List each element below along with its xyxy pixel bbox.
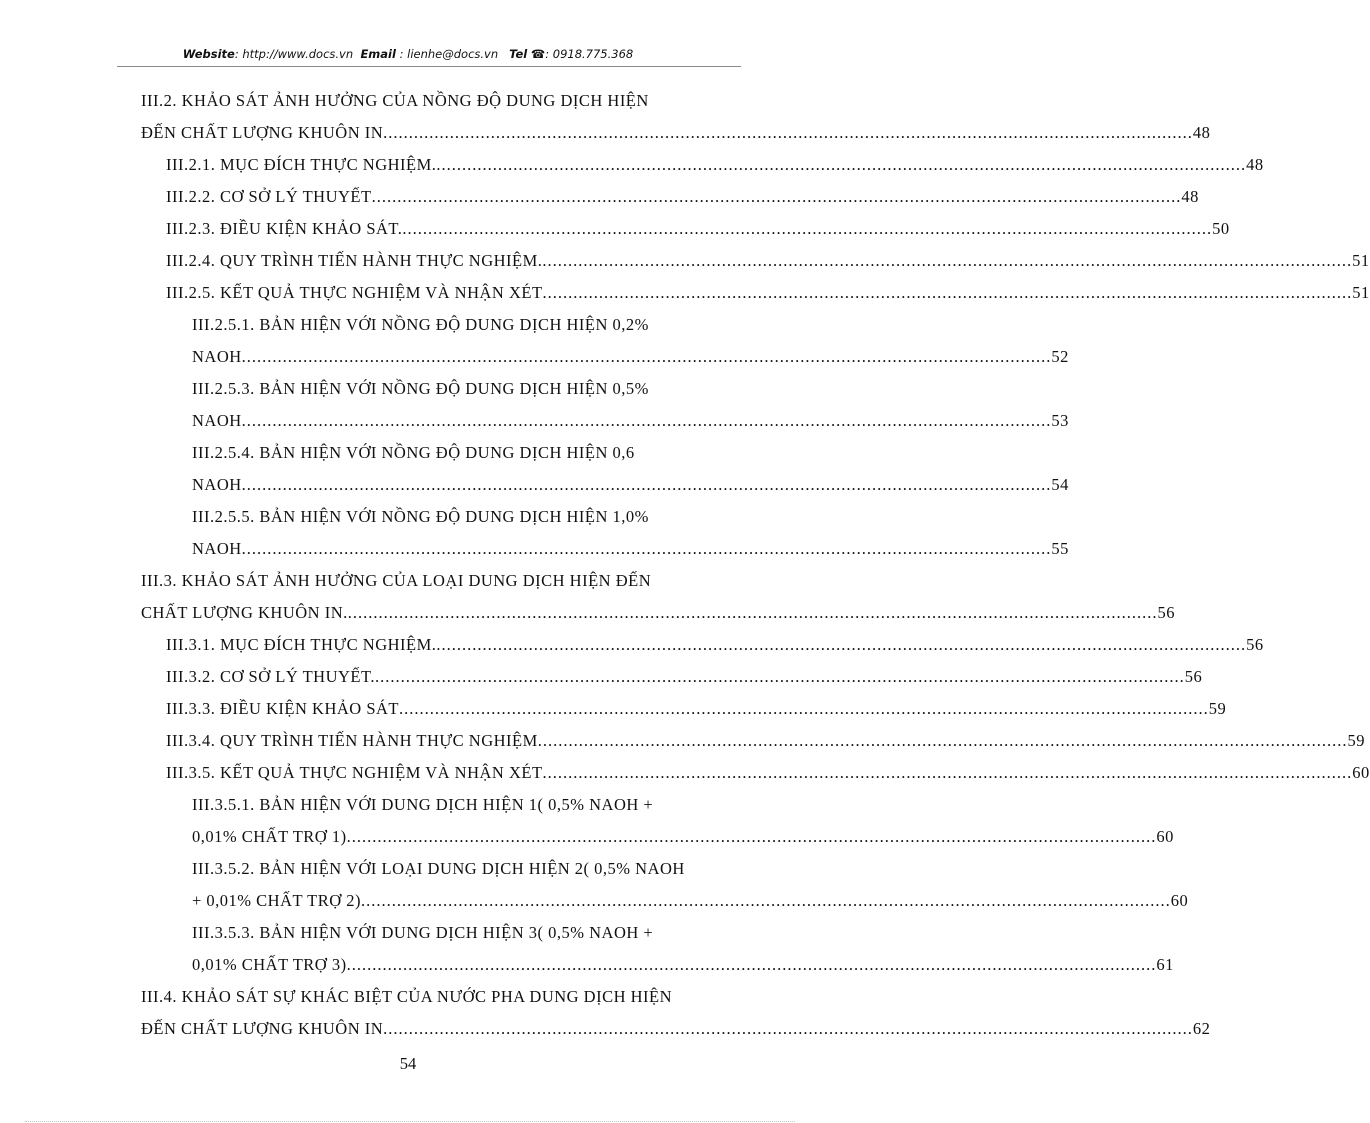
toc-entry-title: III.3.4. QUY TRÌNH TIẾN HÀNH THỰC NGHIỆM — [166, 731, 538, 750]
toc-entry — [166, 629, 1264, 661]
dot-leader: .............................................................................................................................................................. — [402, 219, 1213, 238]
toc-entry-title: III.2.3. ĐIỀU KIỆN KHẢO SÁT. — [166, 219, 403, 238]
dot-leader: .............................................................................................................................................................. — [399, 699, 1209, 718]
toc-entry — [166, 693, 1227, 725]
dot-leader: .............................................................................................................................................................. — [361, 891, 1171, 910]
email-value: : lienhe@docs.vn — [399, 47, 499, 61]
toc-page-number: 54 — [1051, 475, 1069, 494]
email-label: Email — [360, 47, 396, 61]
toc-entry-line — [192, 373, 697, 405]
toc-page-number: 55 — [1051, 539, 1069, 558]
toc-entry-title: III.3. KHẢO SÁT ẢNH HƯỞNG CỦA LOẠI DUNG DỊCH HIỆN ĐẾN — [141, 571, 652, 590]
toc-entry-line — [192, 437, 697, 469]
toc-entry — [192, 885, 1189, 917]
toc-entry-line — [192, 501, 697, 533]
dot-leader: .............................................................................................................................................................. — [542, 251, 1353, 270]
toc-entry-title: III.2.5.5. BẢN HIỆN VỚI NỒNG ĐỘ DUNG DỊCH HIỆN 1,0% — [192, 507, 649, 526]
toc-entry — [166, 213, 1230, 245]
toc-entry — [166, 149, 1264, 181]
toc-entry-title: CHẤT LƯỢNG KHUÔN IN. — [141, 603, 348, 622]
toc-page-number: 56 — [1246, 635, 1264, 654]
toc-entry — [192, 405, 1069, 437]
toc-entry-title: III.3.1. MỤC ĐÍCH THỰC NGHIỆM. — [166, 635, 437, 654]
dot-leader: .............................................................................................................................................................. — [241, 539, 1052, 558]
toc-entry-title: III.3.5.2. BẢN HIỆN VỚI LOẠI DUNG DỊCH HIỆN 2( 0,5% NAOH — [192, 859, 685, 878]
toc-page-number: 51 — [1352, 251, 1370, 270]
toc-page-number: 56 — [1184, 667, 1203, 686]
toc-page-number: 59 — [1347, 731, 1366, 750]
toc-entry-title: III.4. KHẢO SÁT SỰ KHÁC BIỆT CỦA NƯỚC PHA DUNG DỊCH HIỆN — [141, 987, 673, 1006]
toc-page-number: 60 — [1352, 763, 1370, 782]
toc-entry — [166, 277, 1370, 309]
toc-entry-title: ĐẾN CHẤT LƯỢNG KHUÔN IN — [141, 123, 384, 142]
toc-entry-title: III.3.5.1. BẢN HIỆN VỚI DUNG DỊCH HIỆN 1( 0,5% NAOH + — [192, 795, 654, 814]
dot-leader: .............................................................................................................................................................. — [436, 635, 1247, 654]
toc-entry-title: III.3.2. CƠ SỞ LÝ THUYẾT. — [166, 667, 375, 686]
toc-page-number: 61 — [1156, 955, 1174, 974]
toc-page-number: 60 — [1170, 891, 1189, 910]
dot-leader: .............................................................................................................................................................. — [436, 155, 1247, 174]
toc-entry-title: III.3.5.3. BẢN HIỆN VỚI DUNG DỊCH HIỆN 3( 0,5% NAOH + — [192, 923, 654, 942]
website-label: Website — [182, 47, 235, 61]
website-value: : http://www.docs.vn — [234, 47, 354, 61]
toc-entry — [141, 597, 1175, 629]
dot-leader: .............................................................................................................................................................. — [383, 123, 1193, 142]
dot-leader: .............................................................................................................................................................. — [241, 411, 1052, 430]
toc-page-number: 48 — [1192, 123, 1211, 142]
toc-entry-title: III.2.5.1. BẢN HIỆN VỚI NỒNG ĐỘ DUNG DỊCH HIỆN 0,2% — [192, 315, 649, 334]
dot-leader: .............................................................................................................................................................. — [241, 347, 1052, 366]
toc-entry-title: III.2.5.3. BẢN HIỆN VỚI NỒNG ĐỘ DUNG DỊCH HIỆN 0,5% — [192, 379, 649, 398]
toc-entry-title: III.3.5. KẾT QUẢ THỰC NGHIỆM VÀ NHẬN XÉT — [166, 763, 543, 782]
dot-leader: .............................................................................................................................................................. — [383, 1019, 1193, 1038]
dot-leader: .............................................................................................................................................................. — [537, 731, 1348, 750]
toc-entry-title: III.2.5.4. BẢN HIỆN VỚI NỒNG ĐỘ DUNG DỊCH HIỆN 0,6 — [192, 443, 635, 462]
page-number: 54 — [399, 1054, 417, 1073]
dot-leader: .............................................................................................................................................................. — [347, 603, 1158, 622]
toc-entry-title: III.2.1. MỤC ĐÍCH THỰC NGHIỆM. — [166, 155, 437, 174]
toc-entry-line — [192, 853, 737, 885]
toc-page-number: 56 — [1157, 603, 1175, 622]
toc-entry-title: NAOH — [192, 475, 242, 494]
toc-entry — [166, 725, 1366, 757]
toc-entry-title: III.2.5. KẾT QUẢ THỰC NGHIỆM VÀ NHẬN XÉT — [166, 283, 543, 302]
toc-entry — [192, 341, 1069, 373]
toc-entry-title: III.2. KHẢO SÁT ẢNH HƯỞNG CỦA NỒNG ĐỘ DUNG DỊCH HIỆN — [141, 91, 649, 110]
tel-label: Tel — [509, 47, 528, 61]
toc-entry-title: NAOH — [192, 539, 242, 558]
toc-entry-title: + 0,01% CHẤT TRỢ 2) — [192, 891, 361, 910]
dot-leader: .............................................................................................................................................................. — [346, 827, 1157, 846]
toc-page-number: 62 — [1192, 1019, 1211, 1038]
toc-entry — [166, 181, 1199, 213]
toc-page-number: 48 — [1181, 187, 1199, 206]
header-divider — [117, 66, 741, 67]
toc-page-number: 50 — [1212, 219, 1230, 238]
page-bottom-border — [25, 1121, 795, 1122]
toc-entry-title: III.2.4. QUY TRÌNH TIẾN HÀNH THỰC NGHIỆM. — [166, 251, 543, 270]
toc-page-number: 60 — [1156, 827, 1174, 846]
toc-entry-line — [141, 565, 697, 597]
toc-entry-title: III.2.2. CƠ SỞ LÝ THUYẾT — [166, 187, 372, 206]
toc-entry-title: NAOH — [192, 411, 242, 430]
toc-entry — [192, 533, 1069, 565]
toc-entry — [166, 245, 1370, 277]
dot-leader: .............................................................................................................................................................. — [346, 955, 1157, 974]
toc-entry-title: 0,01% CHẤT TRỢ 1) — [192, 827, 347, 846]
toc-entry — [166, 757, 1370, 789]
dot-leader: .............................................................................................................................................................. — [371, 187, 1182, 206]
toc-entry — [141, 1013, 1211, 1045]
toc-entry-line — [192, 309, 697, 341]
toc-entry — [192, 821, 1174, 853]
toc-page-number: 52 — [1051, 347, 1069, 366]
toc-entry — [192, 949, 1174, 981]
toc-entry-line — [192, 917, 697, 949]
toc-page-number: 53 — [1051, 411, 1069, 430]
phone-icon: ☎ — [530, 47, 546, 61]
dot-leader: .............................................................................................................................................................. — [374, 667, 1185, 686]
dot-leader: .............................................................................................................................................................. — [542, 763, 1353, 782]
toc-entry-title: III.3.3. ĐIỀU KIỆN KHẢO SÁT — [166, 699, 400, 718]
toc-page-number: 59 — [1208, 699, 1227, 718]
toc-entry-line — [141, 85, 697, 117]
tel-value: : 0918.775.368 — [545, 47, 634, 61]
toc-entry-line — [192, 789, 697, 821]
toc-entry-line — [141, 981, 737, 1013]
dot-leader: .............................................................................................................................................................. — [542, 283, 1353, 302]
toc-page-number: 51 — [1352, 283, 1370, 302]
toc-entry — [141, 117, 1211, 149]
toc-page-number: 48 — [1246, 155, 1264, 174]
toc-entry — [166, 661, 1203, 693]
dot-leader: .............................................................................................................................................................. — [241, 475, 1052, 494]
toc-entry-title: ĐẾN CHẤT LƯỢNG KHUÔN IN — [141, 1019, 384, 1038]
toc-entry — [192, 469, 1069, 501]
page-header — [0, 47, 816, 61]
toc-entry-title: NAOH — [192, 347, 242, 366]
toc-entry-title: 0,01% CHẤT TRỢ 3) — [192, 955, 347, 974]
